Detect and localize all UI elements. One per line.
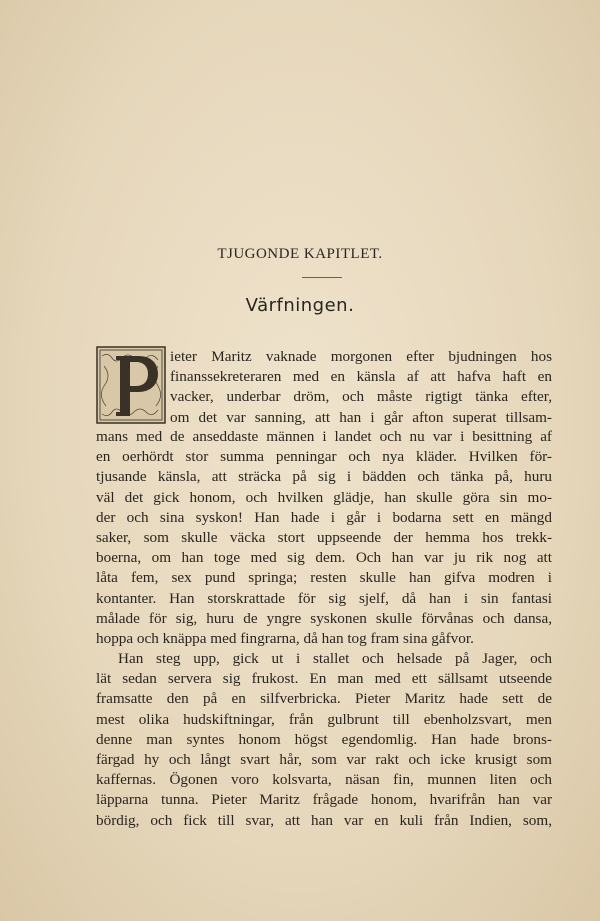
heading-divider	[302, 277, 342, 278]
text-line: finanssekreteraren med en känsla af att hafva haft en	[170, 368, 552, 386]
text-line: om det var sanning, att han i går afton superat tillsam-	[170, 408, 552, 426]
text-line: läpparna tunna. Pieter Maritz frågade honom, hvarifrån han var	[96, 791, 552, 809]
text-line: mans med de anseddaste männen i landet och nu var i besittning af	[96, 428, 552, 445]
text-line: der och sina syskon! Han hade i går i bodarna sett en mängd	[96, 508, 552, 526]
text-line: kaffernas. Ögonen voro kolsvarta, näsan fin, munnen liten och	[96, 771, 552, 789]
text-line: mest olika hudskiftningar, från gulbrunt till ebenholzsvart, men	[96, 710, 552, 728]
text-line: boerna, om han toge med sig dem. Och han var ju rik nog att	[96, 549, 552, 567]
text-line: bördig, och fick till svar, att han var en kuli från Indien, som,	[96, 811, 552, 829]
text-line: en oerhördt stor summa penningar och nya kläder. Hvilken för-	[96, 448, 552, 466]
text-line: framsatte den på en silfverbricka. Pieter Maritz hade sett de	[96, 690, 552, 708]
text-line: kontanter. Han storskrattade för sig sjelf, då han i sin fantasi	[96, 589, 552, 607]
text-line: saker, som skulle väcka stort uppseende der hemma hos trekk-	[96, 528, 552, 546]
text-line: låta fem, sex pund springa; resten skulle han gifva modren i	[96, 569, 552, 587]
text-line: vacker, underbar dröm, och måste rigtigt tänka efter,	[170, 388, 552, 406]
text-line: denne man syntes honom högst egendomlig. Han hade brons-	[96, 730, 552, 748]
text-line: hoppa och knäppa med fingrarna, då han tog fram sina gåfvor.	[96, 629, 474, 647]
text-line: väl det gick honom, och hvilken glädje, han skulle göra sin mo-	[96, 488, 552, 506]
text-line: ieter Maritz vaknade morgonen efter bjudningen hos	[170, 348, 552, 365]
intro-text	[170, 347, 552, 428]
drop-cap-icon	[96, 346, 166, 424]
text-line: färgad hy och långt svart hår, som var rakt och icke krusigt som	[96, 751, 552, 768]
body-text	[96, 427, 552, 831]
text-line: lät sedan servera sig frukost. En man med ett sällsamt utseende	[96, 670, 552, 688]
text-line: målade för sig, huru de yngre syskonen skulle förvånas och dansa,	[96, 609, 552, 627]
chapter-title: Värfningen.	[245, 295, 355, 316]
text-line: Han steg upp, gick ut i stallet och helsade på Jager, och	[118, 650, 552, 668]
text-line: tjusande känsla, att sträcka på sig i bädden och tänka på, huru	[96, 468, 552, 486]
chapter-heading: TJUGONDE KAPITLET.	[217, 246, 383, 262]
